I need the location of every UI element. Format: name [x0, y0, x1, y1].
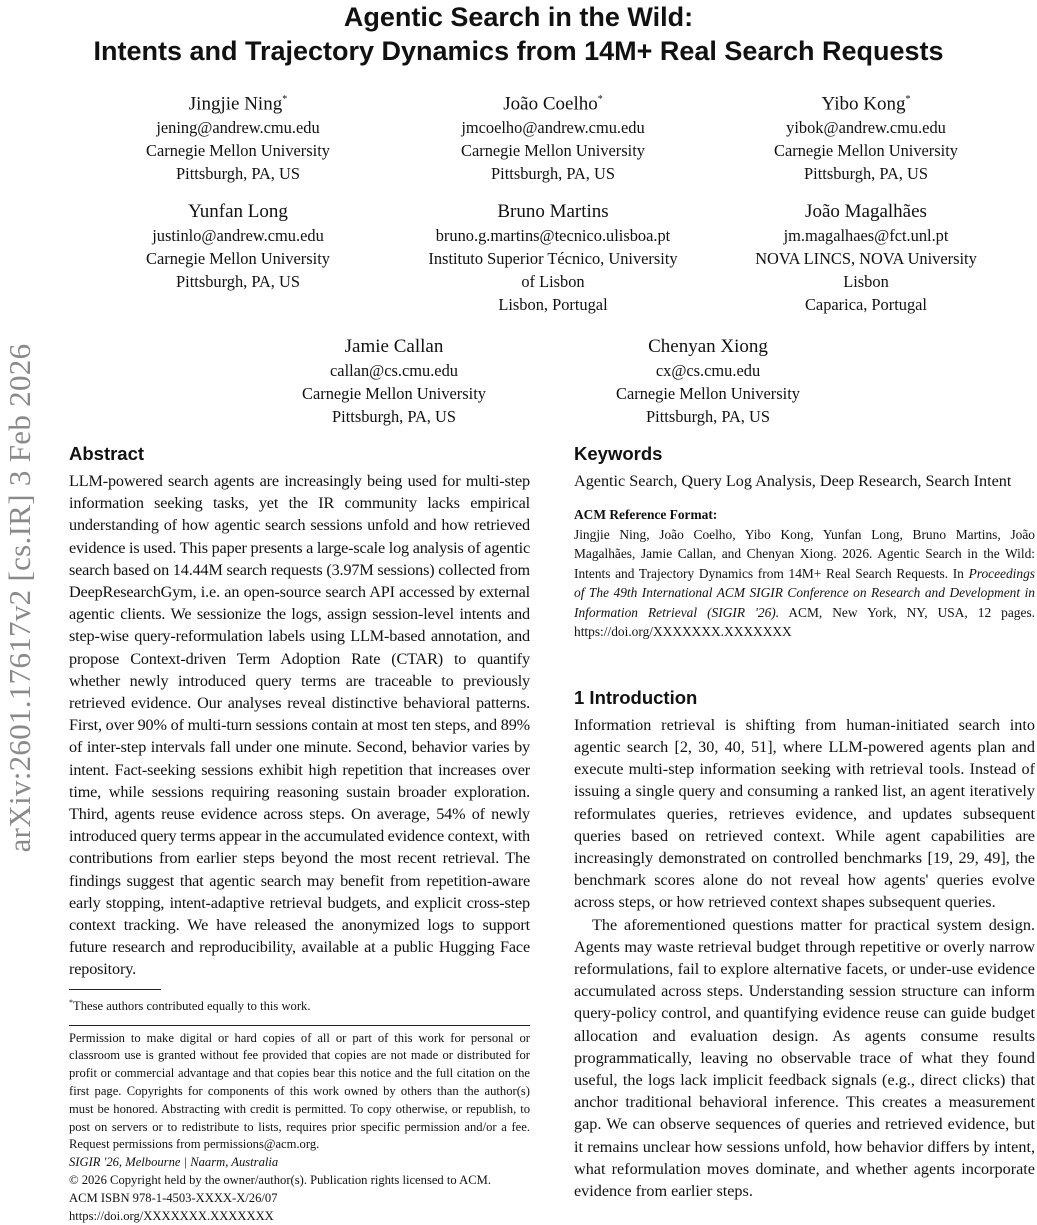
author-affiliation: Lisbon [843, 272, 889, 291]
author-name [78, 88, 398, 116]
author-email: justinlo@andrew.cmu.edu [152, 226, 324, 245]
author-affiliation: Carnegie Mellon University [774, 141, 958, 161]
acm-ref-publisher: ACM, New York, NY, USA, 12 pages. https://doi.org/XXXXXXX.XXXXXXX [574, 604, 1035, 640]
footnote-text: These authors contributed equally to this work. [73, 998, 311, 1013]
author-name [234, 335, 554, 359]
introduction-heading: 1 Introduction [574, 686, 698, 708]
author-affiliation: Carnegie Mellon University [302, 384, 486, 403]
author-name-text: João Magalhães [805, 201, 927, 222]
footnote-mark: * [69, 997, 73, 1007]
acm-reference [574, 505, 1035, 642]
keywords-text: Agentic Search, Query Log Analysis, Deep Research, Search Intent [574, 472, 1012, 490]
title-line-2: Intents and Trajectory Dynamics from 14M+ Real Search Requests [93, 36, 944, 66]
author-affiliation: Lisbon, Portugal [498, 295, 608, 314]
doi: https://doi.org/XXXXXXX.XXXXXXX [69, 1208, 274, 1223]
permissions-text: Permission to make digital or hard copies of all or part of this work for personal or classroom use is granted without fee provided that copies are not made or distributed for profit or commercial advantage and that copies bear this notice and the full citation on the first page. Copyrights for components of this work owned by others than the author(s) must be honored. Abstracting with credit is permitted. To copy otherwise, or republish, to post on servers or to redistribute to lists, requires prior specific permission and/or a fee. Request permissions from permissions@acm.org. [69, 1030, 530, 1152]
copyright: © 2026 Copyright held by the owner/author(s). Publication rights licensed to ACM. [69, 1173, 491, 1188]
author-affiliation: of Lisbon [521, 272, 585, 291]
author-name-text: Jingjie Ning [188, 93, 283, 115]
author [706, 200, 1026, 316]
author-name-text: Chenyan Xiong [648, 336, 768, 357]
isbn: ACM ISBN 978-1-4503-XXXX-X/26/07 [69, 1190, 278, 1205]
author-name [78, 200, 398, 224]
right-column [574, 442, 1035, 1202]
author-name [393, 200, 713, 224]
author-email: jm.magalhaes@fct.unl.pt [783, 226, 949, 245]
author-name [706, 88, 1026, 116]
author-affiliation: Caparica, Portugal [805, 295, 927, 314]
author-affiliation: Carnegie Mellon University [146, 249, 330, 268]
left-column [69, 442, 530, 1223]
venue: SIGIR '26, Melbourne | Naarm, Australia [69, 1155, 279, 1170]
author [393, 88, 713, 185]
equal-contribution-mark: * [282, 94, 288, 105]
author-name-text: João Coelho [503, 93, 598, 115]
intro-paragraph-1: Information retrieval is shifting from human-initiated search into agentic search [2, 30, 40, 51], where LLM-powered agents plan and execute multi-step information seeking with retrieval tools. Instead of issuing a single query and consuming a ranked list, an agent iteratively reformulates queries, retrieves evidence, and updates subsequent queries based on retrieved context. While agent capabilities are increasingly demonstrated on controlled benchmarks [19, 29, 49], the benchmark scores alone do not reveal how agents' queries evolve across steps, or how retrieved context shapes subsequent queries. [574, 715, 1035, 912]
author-affiliation: Pittsburgh, PA, US [176, 272, 300, 291]
author [393, 200, 713, 316]
author-email: yibok@andrew.cmu.edu [786, 118, 946, 138]
author-email: jening@andrew.cmu.edu [156, 118, 320, 138]
equal-contribution-mark: * [905, 94, 911, 105]
author-email: cx@cs.cmu.edu [655, 361, 761, 380]
author-email: bruno.g.martins@tecnico.ulisboa.pt [435, 226, 671, 245]
author-affiliation: Pittsburgh, PA, US [804, 164, 928, 184]
intro-paragraph-2: The aforementioned questions matter for practical system design. Agents may waste retrieval budget through repetitive or overly narrow reformulations, fail to explore alternative facets, or under-use evidence accumulated across steps. Understanding session structure can inform query-policy control, and quantifying evidence reuse can guide budget allocation and evaluation design. As agents consume results programmatically, leaving no observable trace of what they found useful, the logs lack implicit feedback signals (e.g., direct clicks) that anchor traditional behavioral inference. This creates a measurement gap. We can observe sequences of queries and retrieved evidence, but it remains unclear how sessions unfold, how behavior differs by intent, what reformulation moves dominate, and whether agents incorporate evidence from earlier steps. [574, 915, 1035, 1200]
author-name-text: Yibo Kong [821, 93, 906, 115]
author [234, 335, 554, 428]
abstract-heading: Abstract [69, 443, 145, 464]
author-affiliation: NOVA LINCS, NOVA University [755, 249, 977, 268]
author-affiliation: Pittsburgh, PA, US [646, 407, 770, 426]
author-affiliation: Pittsburgh, PA, US [332, 407, 456, 426]
author-email: callan@cs.cmu.edu [330, 361, 458, 380]
author-name-text: Yunfan Long [188, 201, 288, 222]
author-affiliation: Carnegie Mellon University [616, 384, 800, 403]
acm-ref-authors: Jingjie Ning, João Coelho, Yibo Kong, Yunfan Long, Bruno Martins, João Magalhães, Jamie Callan, and Chenyan Xiong. 2026. Agentic Search in the Wild: Intents and Trajectory Dynamics from 14M+ Real Search Requests. In [574, 526, 1035, 581]
acm-ref-proceedings: Proceedings of The 49th International ACM SIGIR Conference on Research and Development in Information Retrieval (SIGIR '26). [574, 565, 1035, 620]
author [706, 88, 1026, 185]
author-email: jmcoelho@andrew.cmu.edu [461, 118, 645, 138]
arxiv-watermark: arXiv:2601.17617v2 [cs.IR] 3 Feb 2026 [2, 343, 37, 853]
author [78, 88, 398, 185]
author-affiliation: Pittsburgh, PA, US [491, 164, 615, 184]
author-name [393, 88, 713, 116]
paper-title [0, 0, 1037, 68]
author-affiliation: Pittsburgh, PA, US [176, 164, 300, 184]
author [78, 200, 398, 293]
title-line-1: Agentic Search in the Wild: [343, 2, 694, 32]
author-name-text: Jamie Callan [344, 336, 444, 357]
acm-reference-text [574, 525, 1035, 642]
author-affiliation: Carnegie Mellon University [461, 141, 645, 161]
footnote-area [69, 981, 530, 1225]
acm-reference-heading: ACM Reference Format: [574, 507, 718, 523]
abstract-text: LLM-powered search agents are increasingly being used for multi-step information seeking tasks, yet the IR community lacks empirical understanding of how agentic search sessions unfold and how retrieved evidence is used. This paper presents a large-scale log analysis of agentic search based on 14.44M search requests (3.97M sessions) collected from DeepResearchGym, i.e. an open-source search API accessed by external agentic clients. We sessionize the logs, assign session-level intents and step-wise query-reformulation labels using LLM-based annotation, and propose Context-driven Term Adoption Rate (CTAR) to quantify whether newly introduced query terms are traceable to previously retrieved evidence. Our analyses reveal distinctive behavioral patterns. First, over 90% of multi-turn sessions contain at most ten steps, and 89% of inter-step intervals fall under one minute. Second, behavior varies by intent. Fact-seeking sessions exhibit high repetition that increases over time, while sessions requiring reasoning sustain broader exploration. Third, agents reuse evidence across steps. On average, 54% of newly introduced query terms appear in the accumulated evidence context, with contributions from earlier steps beyond the most recent retrieval. The findings suggest that agentic search may benefit from repetition-aware early stopping, intent-adaptive retrieval budgets, and explicit cross-step context tracking. We have released the anonymized logs to support future research and reproducibility, available at a public Hugging Face repository. [69, 472, 530, 979]
author-name-text: Bruno Martins [497, 201, 609, 222]
author-name [548, 335, 868, 359]
author [548, 335, 868, 428]
equal-contribution-mark: * [597, 94, 603, 105]
author-name [706, 200, 1026, 224]
permissions-rule [69, 1025, 530, 1026]
footnote-rule [69, 989, 161, 990]
author-affiliation: Instituto Superior Técnico, University [428, 249, 678, 268]
keywords-heading: Keywords [574, 443, 663, 464]
author-affiliation: Carnegie Mellon University [146, 141, 330, 161]
footnote [69, 994, 530, 1016]
